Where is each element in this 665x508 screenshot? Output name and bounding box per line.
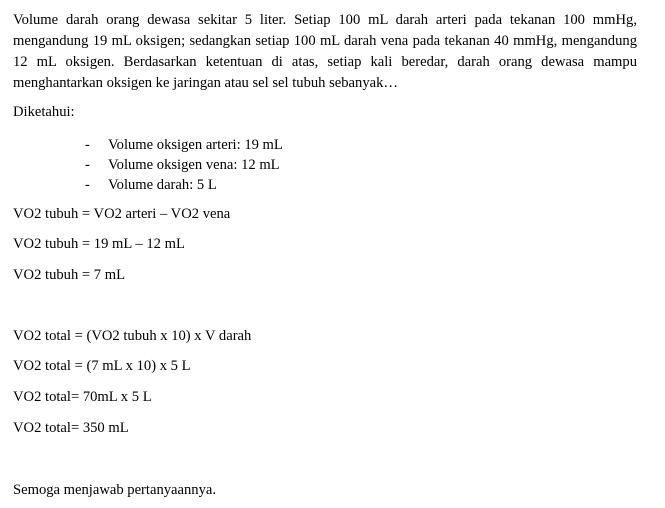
step-line: VO2 tubuh = 19 mL – 12 mL [13, 236, 185, 252]
list-item [85, 155, 283, 175]
step-line: VO2 total= 70mL x 5 L [13, 389, 152, 405]
list-item [85, 175, 283, 195]
step-line: VO2 total = (7 mL x 10) x 5 L [13, 358, 191, 374]
question-paragraph: Volume darah orang dewasa sekitar 5 liter. Setiap 100 mL darah arteri pada tekanan 100 mmHg, mengandung 19 mL oksigen; sedangkan setiap 100 mL darah vena pada tekanan 40 mmHg, mengandung 12 mL oksigen. Berdasarkan ketentuan di atas, setiap kali beredar, darah orang dewasa mampu menghantarkan oksigen ke jaringan atau sel sel tubuh sebanyak… [13, 12, 637, 91]
list-bullet: - [85, 177, 90, 193]
known-heading: Diketahui: [13, 104, 75, 120]
list-bullet: - [85, 137, 90, 153]
step-line: VO2 total = (VO2 tubuh x 10) x V darah [13, 328, 252, 344]
list-item [85, 135, 283, 155]
known-list [85, 135, 283, 195]
document-body [13, 10, 637, 498]
list-item-text: Volume oksigen vena: 12 mL [108, 157, 280, 173]
list-bullet: - [85, 157, 90, 173]
step-line: VO2 tubuh = 7 mL [13, 267, 126, 283]
step-line: VO2 total= 350 mL [13, 420, 129, 436]
step-line: VO2 tubuh = VO2 arteri – VO2 vena [13, 206, 231, 222]
list-item-text: Volume darah: 5 L [108, 177, 217, 193]
closing-line: Semoga menjawab pertanyaannya. [13, 482, 217, 498]
list-item-text: Volume oksigen arteri: 19 mL [108, 137, 283, 153]
